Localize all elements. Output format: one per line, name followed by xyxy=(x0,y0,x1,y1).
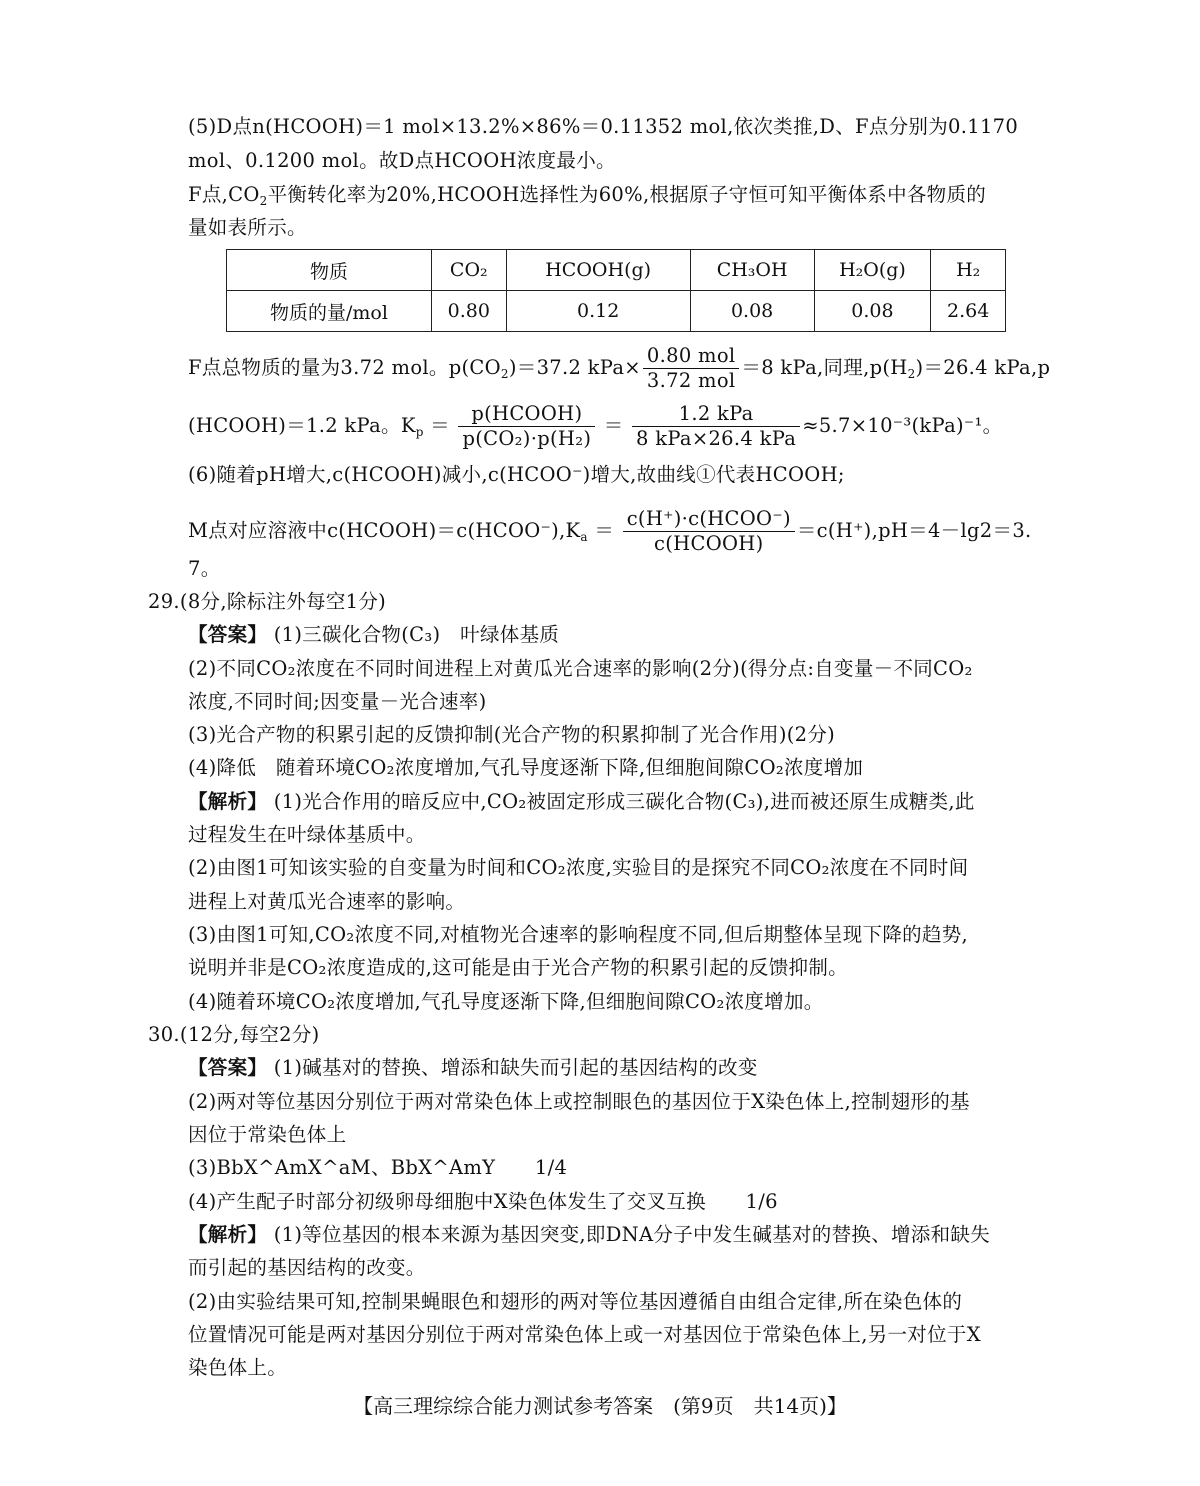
table-cell: 0.08 xyxy=(814,291,931,332)
table-cell: 0.12 xyxy=(506,291,690,332)
table-cell: CH₃OH xyxy=(690,250,814,291)
table-row xyxy=(227,291,1006,332)
text-line: 过程发生在叶绿体基质中。 xyxy=(188,823,426,846)
text-line: 浓度,不同时间;因变量－光合速率) xyxy=(188,690,487,713)
text-line: (2)由实验结果可知,控制果蝇眼色和翅形的两对等位基因遵循自由组合定律,所在染色体的 xyxy=(188,1290,963,1313)
table-header-row xyxy=(227,250,1006,291)
text-line: (4)降低 随着环境CO₂浓度增加,气孔导度逐渐下降,但细胞间隙CO₂浓度增加 xyxy=(188,756,864,779)
text-line: (6)随着pH增大,c(HCOOH)减小,c(HCOO⁻)增大,故曲线①代表HCOOH; xyxy=(188,463,845,486)
table-cell: 2.64 xyxy=(931,291,1006,332)
text-line: (3)由图1可知,CO₂浓度不同,对植物光合速率的影响程度不同,但后期整体呈现下降的趋势, xyxy=(188,923,969,946)
table-cell: H₂O(g) xyxy=(814,250,931,291)
fraction: $\frac{\text{p(HCOOH)}}{\text{p(CO₂)·p(H₂)}}$ xyxy=(458,402,595,451)
answer-line: 【答案】 (1)三碳化合物(C₃) 叶绿体基质 xyxy=(188,623,560,646)
analysis-label: 【解析】 xyxy=(188,790,268,813)
question-heading: 30.(12分,每空2分) xyxy=(148,1023,320,1046)
table-cell: 0.80 xyxy=(431,291,506,332)
table-cell: 物质的量/mol xyxy=(227,291,432,332)
formula-line: M点对应溶液中$c(HCOOH)=c(HCOO^-),K_a$ ＝ $\frac{\text{c(H⁺)·c(HCOO⁻)}}{\text{c(HCOOH)}}$ ＝c(H⁺),pH＝4－lg2＝3. xyxy=(188,507,1032,555)
text-line: (3)BbX^AmX^aM、BbX^AmY 1/4 xyxy=(188,1156,568,1179)
text-line: 染色体上。 xyxy=(188,1356,288,1379)
question-heading: 29.(8分,除标注外每空1分) xyxy=(148,590,387,613)
substance-amount-table xyxy=(226,249,1006,332)
fraction: $\frac{\text{1.2 kPa}}{\text{8 kPa×26.4 kPa}}$ xyxy=(632,402,800,451)
answer-line: 【答案】 (1)碱基对的替换、增添和缺失而引起的基因结构的改变 xyxy=(188,1056,758,1079)
text-line: (3)光合产物的积累引起的反馈抑制(光合产物的积累抑制了光合作用)(2分) xyxy=(188,723,836,746)
text-line: (2)由图1可知该实验的自变量为时间和CO₂浓度,实验目的是探究不同CO₂浓度在不同时间 xyxy=(188,856,969,879)
text-line: 因位于常染色体上 xyxy=(188,1123,347,1146)
table-cell: HCOOH(g) xyxy=(506,250,690,291)
answer-label: 【答案】 xyxy=(188,1056,268,1079)
text-line: F点$,CO_2$平衡转化率为20%,HCOOH选择性为60%,根据原子守恒可知平衡体系中各物质的 xyxy=(188,183,987,208)
text-line: 进程上对黄瓜光合速率的影响。 xyxy=(188,890,466,913)
answer-label: 【答案】 xyxy=(188,623,268,646)
formula-line: (HCOOH)＝1.2 kPa。$K_p$ ＝ $\frac{\text{p(HCOOH)}}{\text{p(CO₂)·p(H₂)}}$ ＝ $\frac{\text{1.2 kPa}}{\text{8 kPa×26.4 kPa}}$ ≈5.7×10⁻³(kPa)⁻¹。 xyxy=(188,402,1003,450)
table-cell: H₂ xyxy=(931,250,1006,291)
text-line: (2)两对等位基因分别位于两对常染色体上或控制眼色的基因位于X染色体上,控制翅形的基 xyxy=(188,1090,970,1113)
text-line: 量如表所示。 xyxy=(188,216,307,239)
analysis-label: 【解析】 xyxy=(188,1223,268,1246)
text-line: 位置情况可能是两对基因分别位于两对常染色体上或一对基因位于常染色体上,另一对位于X xyxy=(188,1323,981,1346)
text-line: (4)随着环境CO₂浓度增加,气孔导度逐渐下降,但细胞间隙CO₂浓度增加。 xyxy=(188,990,824,1013)
table-cell: CO₂ xyxy=(431,250,506,291)
text-line: (2)不同CO₂浓度在不同时间进程上对黄瓜光合速率的影响(2分)(得分点:自变量－不同CO₂ xyxy=(188,657,973,680)
table-cell: 物质 xyxy=(227,250,432,291)
text-line: 而引起的基因结构的改变。 xyxy=(188,1256,426,1279)
analysis-line: 【解析】 (1)等位基因的根本来源为基因突变,即DNA分子中发生碱基对的替换、增添和缺失 xyxy=(188,1223,991,1246)
fraction: $\frac{\text{c(H⁺)·c(HCOO⁻)}}{\text{c(HCOOH)}}$ xyxy=(623,507,795,556)
text-line: mol、0.1200 mol。故D点HCOOH浓度最小。 xyxy=(188,149,616,172)
text-line: (4)产生配子时部分初级卵母细胞中X染色体发生了交叉互换 1/6 xyxy=(188,1190,778,1213)
text-line: 说明并非是CO₂浓度造成的,这可能是由于光合产物的积累引起的反馈抑制。 xyxy=(188,956,848,979)
text-line: (5)D点n(HCOOH)＝1 mol×13.2%×86%＝0.11352 mol,依次类推,D、F点分别为0.1170 xyxy=(188,115,1019,138)
text-line: 7。 xyxy=(188,557,221,580)
fraction: $\frac{\text{0.80 mol}}{\text{3.72 mol}}$ xyxy=(643,344,739,393)
analysis-line: 【解析】 (1)光合作用的暗反应中,CO₂被固定形成三碳化合物(C₃),进而被还原生成糖类,此 xyxy=(188,790,975,813)
formula-line: F点总物质的量为3.72 mol。$p(CO_2)=37.2$ kPa× $\frac{\text{0.80 mol}}{\text{3.72 mol}}$ ＝8 kPa,同理$,p(H_2)=26.4$ kPa,p xyxy=(188,344,1051,392)
table-cell: 0.08 xyxy=(690,291,814,332)
page-footer: 【高三理综综合能力测试参考答案 (第9页 共14页)】 xyxy=(353,1394,847,1418)
